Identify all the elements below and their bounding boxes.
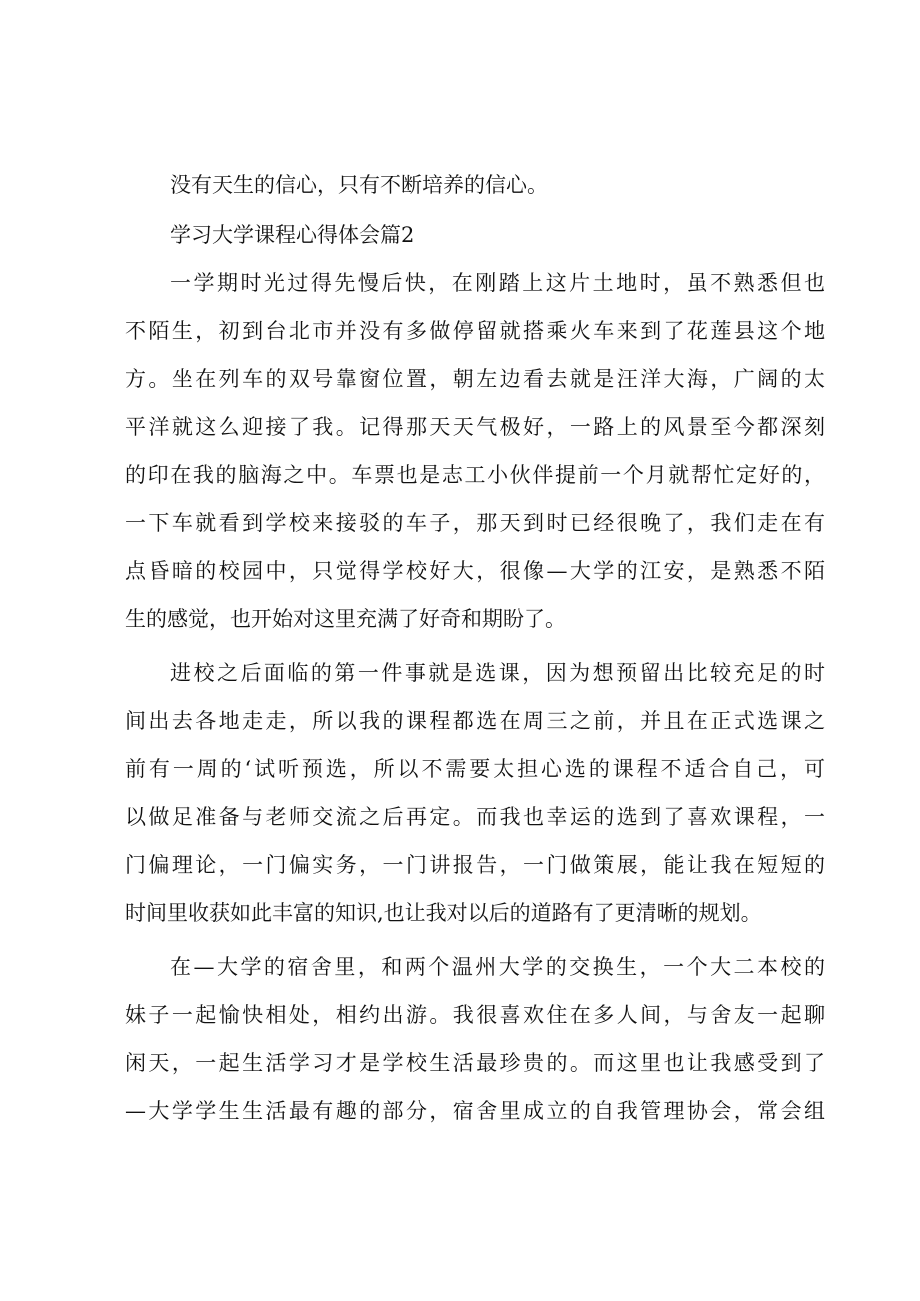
paragraph-line: 门偏理论，一门偏实务，一门讲报告，一门做策展，能让我在短短的 bbox=[125, 853, 825, 877]
paragraph-line: 一学期时光过得先慢后快，在刚踏上这片土地时，虽不熟悉但也 bbox=[170, 271, 825, 295]
paragraph-line: 间出去各地走走，所以我的课程都选在周三之前，并且在正式选课之 bbox=[125, 709, 825, 733]
paragraph-line: 前有一周的‘试听预选，所以不需要太担心选的课程不适合自己，可 bbox=[125, 757, 825, 781]
paragraph-line: 点昏暗的校园中，只觉得学校好大，很像—大学的江安，是熟悉不陌 bbox=[125, 559, 825, 583]
paragraph-line: —大学学生生活最有趣的部分，宿舍里成立的自我管理协会，常会组 bbox=[125, 1099, 825, 1123]
paragraph-line: 平洋就这么迎接了我。记得那天天气极好，一路上的风景至今都深刻 bbox=[125, 415, 825, 439]
paragraph-line: 方。坐在列车的双号靠窗位置，朝左边看去就是汪洋大海，广阔的太 bbox=[125, 367, 825, 391]
paragraph-line: 闲天，一起生活学习才是学校生活最珍贵的。而这里也让我感受到了 bbox=[125, 1051, 825, 1075]
paragraph-line: 没有天生的信心，只有不断培养的信心。 bbox=[170, 173, 548, 197]
paragraph-line: 不陌生，初到台北市并没有多做停留就搭乘火车来到了花莲县这个地 bbox=[125, 319, 825, 343]
paragraph-line: 妹子一起愉快相处，相约出游。我很喜欢住在多人间，与舍友一起聊 bbox=[125, 1003, 825, 1027]
paragraph-line: 进校之后面临的第一件事就是选课，因为想预留出比较充足的时 bbox=[170, 661, 825, 685]
paragraph-line: 时间里收获如此丰富的知识,也让我对以后的道路有了更清晰的规划。 bbox=[125, 901, 762, 925]
paragraph-line: 的印在我的脑海之中。车票也是志工小伙伴提前一个月就帮忙定好的， bbox=[125, 463, 825, 487]
section-heading: 学习大学课程心得体会篇2 bbox=[170, 223, 415, 247]
paragraph-line: 一下车就看到学校来接驳的车子，那天到时已经很晚了，我们走在有 bbox=[125, 511, 825, 535]
paragraph-line: 生的感觉，也开始对这里充满了好奇和期盼了。 bbox=[125, 607, 566, 631]
paragraph-line: 在—大学的宿舍里，和两个温州大学的交换生，一个大二本校的 bbox=[170, 955, 825, 979]
paragraph-line: 以做足准备与老师交流之后再定。而我也幸运的选到了喜欢课程，一 bbox=[125, 805, 825, 829]
